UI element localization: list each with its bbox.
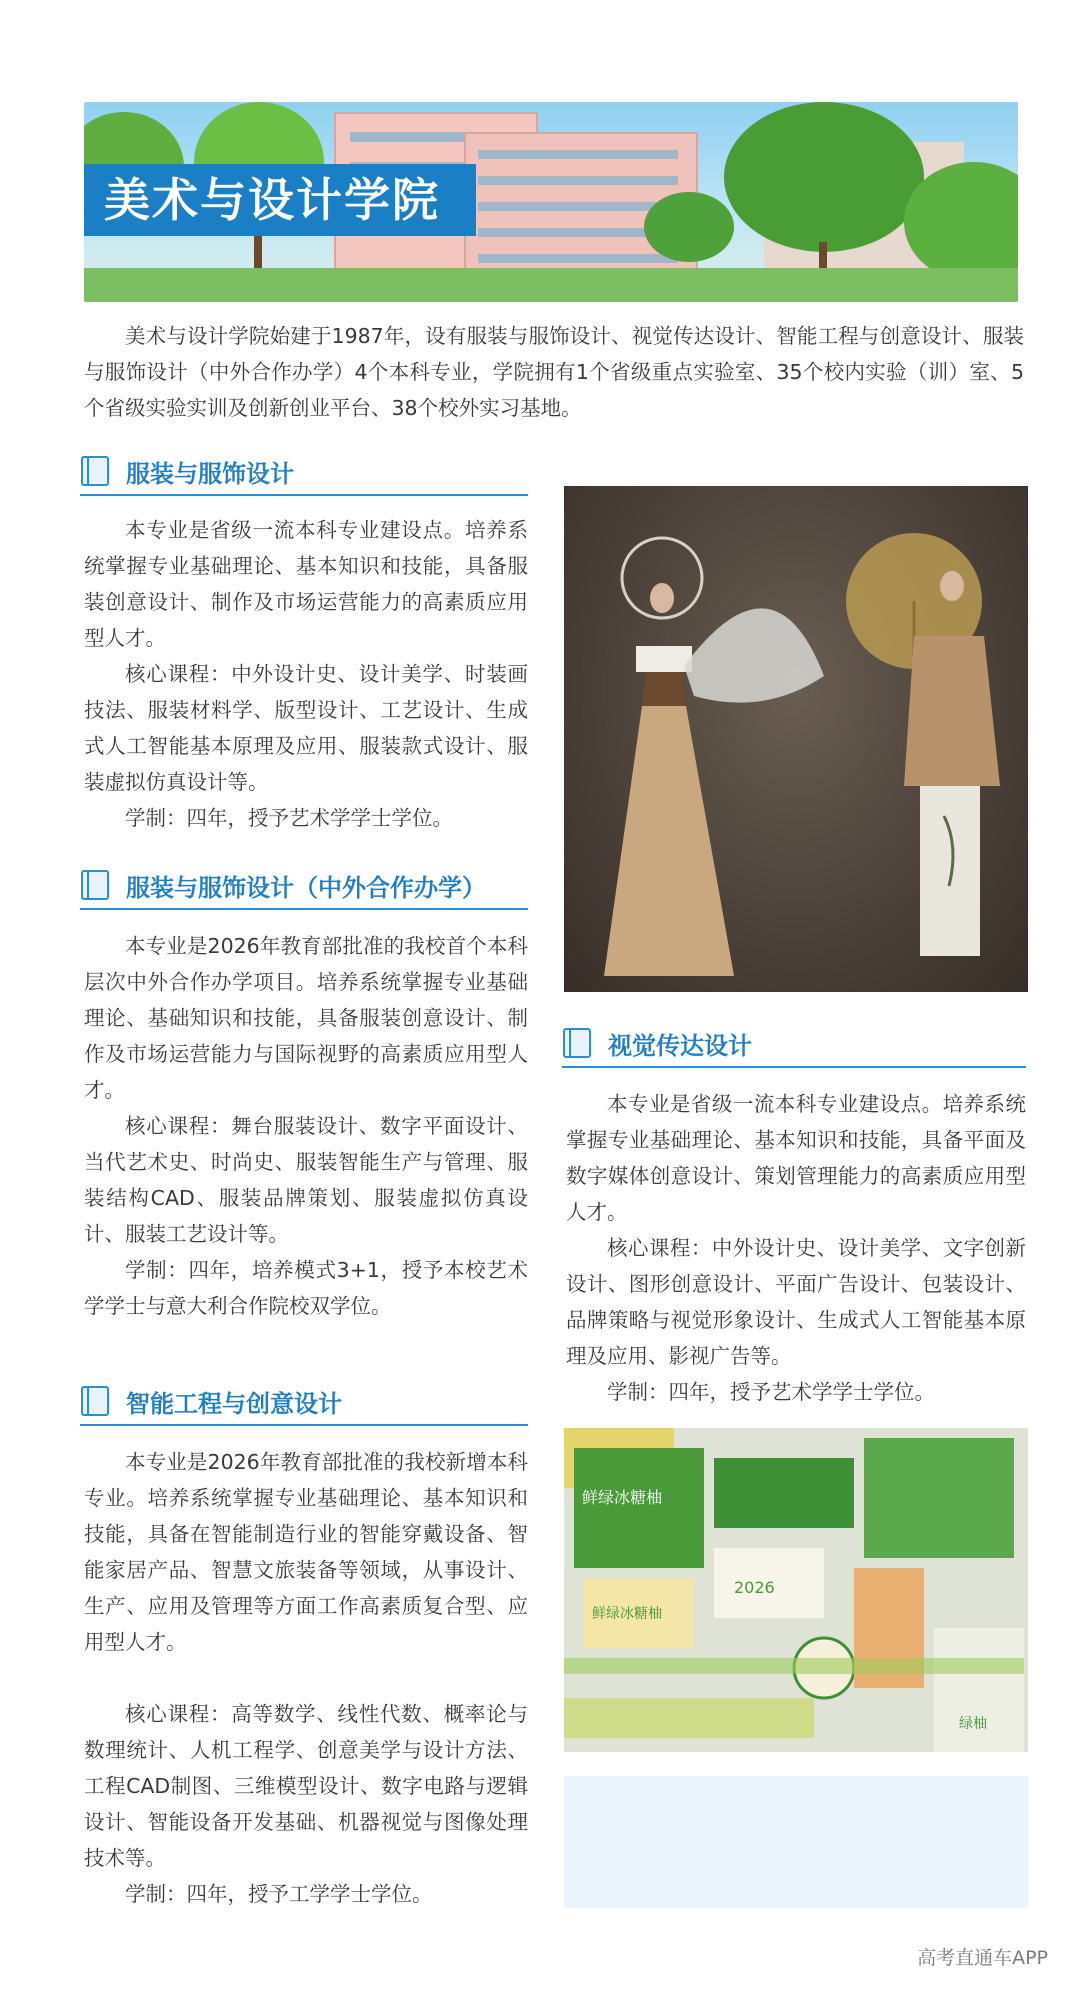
calendar-year: 2026 bbox=[734, 1578, 775, 1597]
box-label-2: 鲜绿冰糖柚 bbox=[592, 1606, 662, 1622]
packaging-illustration bbox=[564, 1428, 1028, 1752]
tree bbox=[644, 192, 734, 262]
brand-logo: 绿柚 bbox=[959, 1716, 987, 1732]
section-title: 服装与服饰设计（中外合作办学） bbox=[126, 874, 486, 902]
fashion-coop-duration: 学制：四年，培养模式3+1，授予本校艺术学学士与意大利合作院校双学位。 bbox=[84, 1258, 528, 1318]
book-icon bbox=[562, 1026, 594, 1060]
fashion-duration: 学制：四年，授予艺术学学士学位。 bbox=[125, 806, 453, 830]
book-icon bbox=[80, 1384, 112, 1418]
app-watermark: 高考直通车APP bbox=[917, 1947, 1048, 1969]
college-title: 美术与设计学院 bbox=[84, 164, 476, 236]
fashion-models-illustration bbox=[564, 486, 1028, 992]
box-label: 鲜绿冰糖柚 bbox=[582, 1488, 663, 1507]
visual-courses: 核心课程：中外设计史、设计美学、文字创新设计、图形创意设计、平面广告设计、包装设计、品牌策略与视觉形象设计、生成式人工智能基本原理及应用、影视广告等。 bbox=[566, 1236, 1026, 1368]
section-title: 智能工程与创意设计 bbox=[126, 1390, 342, 1418]
book-icon bbox=[80, 868, 112, 902]
section-header-intelligent bbox=[80, 1380, 528, 1426]
lawn bbox=[84, 268, 1018, 302]
visual-description: 本专业是省级一流本科专业建设点。培养系统掌握专业基础理论、基本知识和技能，具备平面及数字媒体创意设计、策划管理能力的高素质应用型人才。 bbox=[566, 1092, 1026, 1224]
section-header-fashion bbox=[80, 450, 528, 496]
book-icon bbox=[80, 454, 112, 488]
tree bbox=[724, 102, 924, 252]
visual-duration: 学制：四年，授予艺术学学士学位。 bbox=[607, 1380, 935, 1404]
college-banner bbox=[84, 102, 1018, 302]
section-title: 视觉传达设计 bbox=[608, 1032, 752, 1060]
packaging-design-photo bbox=[564, 1428, 1028, 1752]
college-intro: 美术与设计学院始建于1987年，设有服装与服饰设计、视觉传达设计、智能工程与创意设计、服装与服饰设计（中外合作办学）4个本科专业，学院拥有1个省级重点实验室、35个校内实验（训）室、5个省级实验实训及创新创业平台、38个校外实习基地。 bbox=[84, 324, 1024, 420]
fashion-description: 本专业是省级一流本科专业建设点。培养系统掌握专业基础理论、基本知识和技能，具备服装创意设计、制作及市场运营能力的高素质应用型人才。 bbox=[84, 518, 528, 650]
fashion-coop-courses: 核心课程：舞台服装设计、数字平面设计、当代艺术史、时尚史、服装智能生产与管理、服装结构CAD、服装品牌策划、服装虚拟仿真设计、服装工艺设计等。 bbox=[84, 1114, 528, 1246]
fashion-courses: 核心课程：中外设计史、设计美学、时装画技法、服装材料学、版型设计、工艺设计、生成式人工智能基本原理及应用、服装款式设计、服装虚拟仿真设计等。 bbox=[84, 662, 528, 794]
decorative-panel bbox=[564, 1776, 1028, 1908]
intelligent-duration: 学制：四年，授予工学学士学位。 bbox=[125, 1882, 433, 1906]
section-title: 服装与服饰设计 bbox=[126, 460, 294, 488]
intelligent-courses: 核心课程：高等数学、线性代数、概率论与数理统计、人机工程学、创意美学与设计方法、工程CAD制图、三维模型设计、数字电路与逻辑设计、智能设备开发基础、机器视觉与图像处理技术等。 bbox=[84, 1702, 528, 1870]
fashion-show-photo bbox=[564, 486, 1028, 992]
intelligent-description: 本专业是2026年教育部批准的我校新增本科专业。培养系统掌握专业基础理论、基本知识和技能，具备在智能制造行业的智能穿戴设备、智能家居产品、智慧文旅装备等领域，从事设计、生产、应用及管理等方面工作高素质复合型、应用型人才。 bbox=[84, 1450, 528, 1654]
fashion-coop-description: 本专业是2026年教育部批准的我校首个本科层次中外合作办学项目。培养系统掌握专业基础理论、基础知识和技能，具备服装创意设计、制作及市场运营能力与国际视野的高素质应用型人才。 bbox=[84, 934, 528, 1102]
section-header-visual bbox=[562, 1022, 1026, 1068]
section-header-fashion-coop bbox=[80, 864, 528, 910]
